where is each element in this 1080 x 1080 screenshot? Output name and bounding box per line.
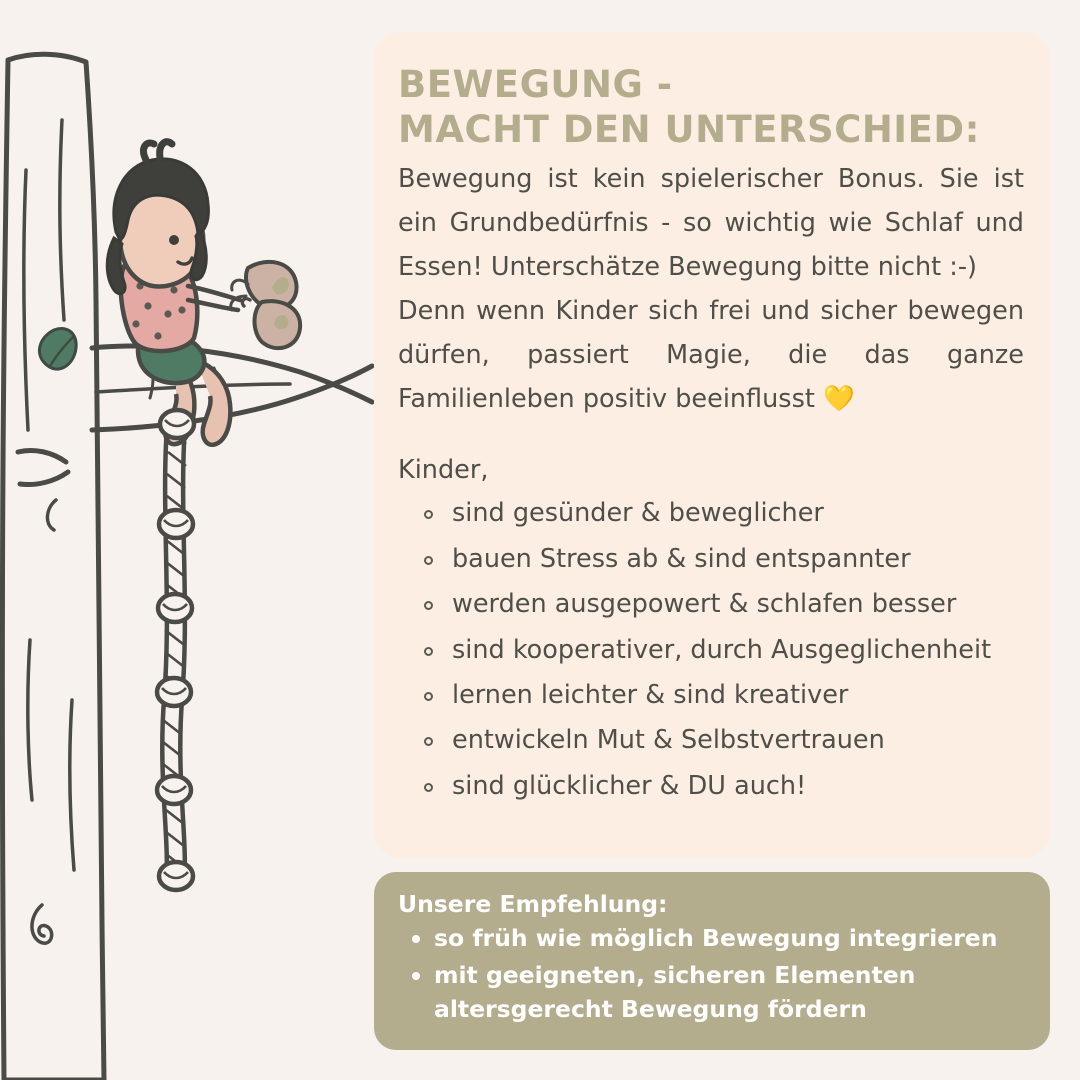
recommendation-list: [398, 922, 1024, 1026]
headline-line-1: BEWEGUNG -: [398, 63, 673, 106]
heart-icon: 💛: [822, 383, 855, 414]
intro-paragraph-2-text: Denn wenn Kinder sich frei und sicher bewegen dürfen, passiert Magie, die das ganze Familienleben positiv beeinflusst: [398, 295, 1024, 414]
tree-illustration: [0, 0, 380, 1080]
main-content-card: [374, 32, 1050, 858]
recommendation-card: [374, 872, 1050, 1050]
knotted-rope: [157, 410, 194, 890]
list-item: so früh wie möglich Bewegung integrieren: [408, 922, 1024, 955]
headline-line-2: MACHT DEN UNTERSCHIED:: [398, 108, 980, 152]
recommendation-item-2-text: mit geeigneten, sicheren Elementen: [434, 961, 916, 990]
page-title: [398, 62, 1024, 152]
recommendation-item-2-continuation: altersgerecht Bewegung fördern: [434, 994, 867, 1023]
list-item: [408, 959, 1024, 1026]
recommendation-title: Unsere Empfehlung:: [398, 890, 668, 918]
butterfly-icon: [231, 262, 300, 348]
list-item: sind gesünder & beweglicher: [416, 491, 1024, 536]
benefits-list-intro: Kinder,: [398, 455, 489, 486]
list-item: bauen Stress ab & sind entspannter: [416, 537, 1024, 582]
intro-paragraph-2: [398, 290, 1024, 422]
leaf-icon: [39, 329, 76, 370]
girl-figure: [107, 142, 240, 445]
list-item: sind kooperativer, durch Ausgeglichenheit: [416, 628, 1024, 673]
list-item: entwickeln Mut & Selbstvertrauen: [416, 718, 1024, 763]
benefits-list: [398, 491, 1024, 809]
tree-trunk: [2, 54, 104, 1080]
list-item: werden ausgepowert & schlafen besser: [416, 582, 1024, 627]
list-item: lernen leichter & sind kreativer: [416, 673, 1024, 718]
list-item: sind glücklicher & DU auch!: [416, 764, 1024, 809]
intro-paragraph-1: Bewegung ist kein spielerischer Bonus. Sie ist ein Grundbedürfnis - so wichtig wie Schlaf und Essen! Unterschätze Bewegung bitte nicht :-): [398, 164, 1024, 282]
